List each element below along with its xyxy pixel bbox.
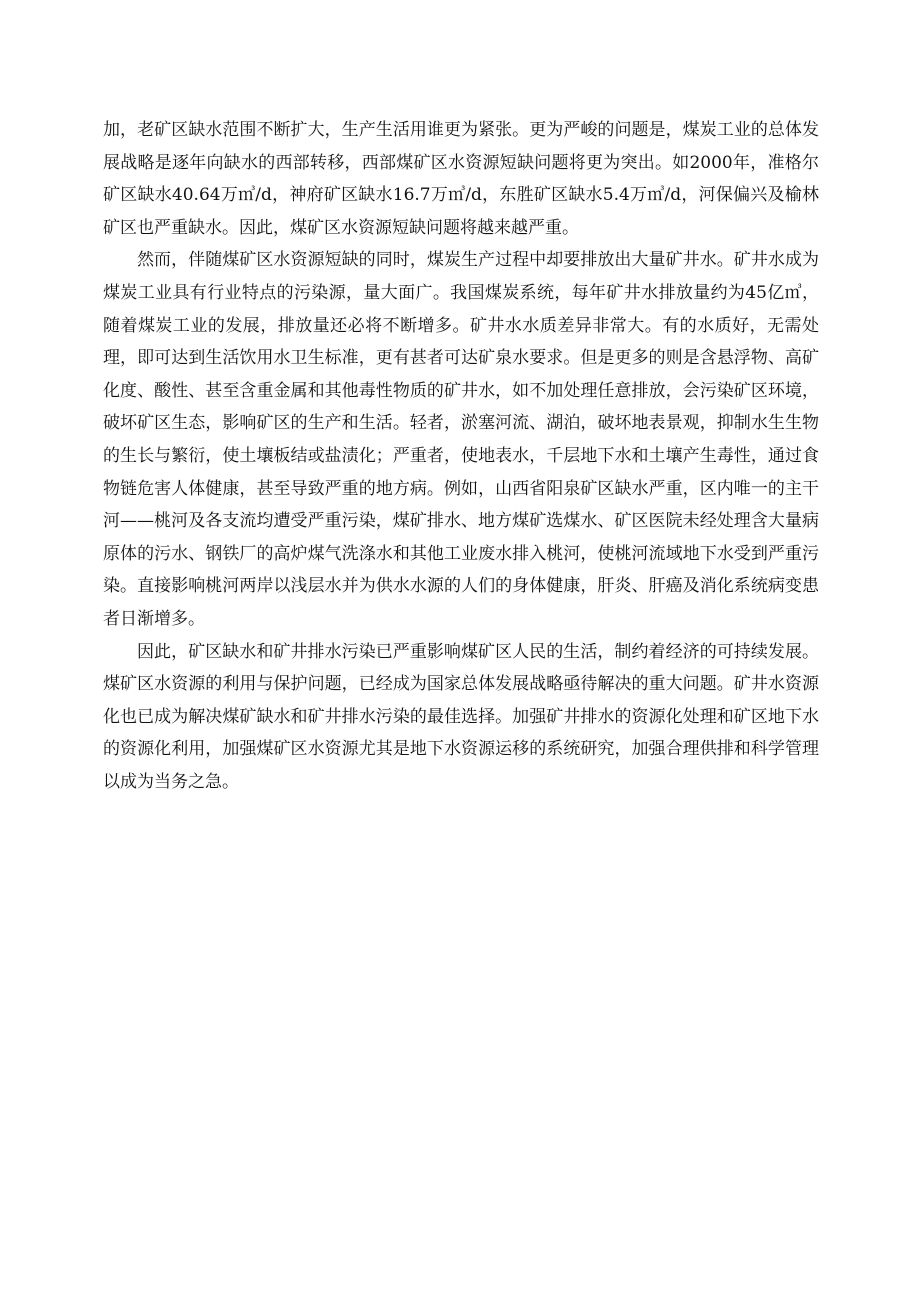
document-body — [103, 114, 819, 798]
paragraph-1: 加，老矿区缺水范围不断扩大，生产生活用谁更为紧张。更为严峻的问题是，煤炭工业的总体发展战略是逐年向缺水的西部转移，西部煤矿区水资源短缺问题将更为突出。如2000年，准格尔矿区缺水40.64万㎥/d，神府矿区缺水16.7万㎥/d，东胜矿区缺水5.4万㎥/d，河保偏兴及榆林矿区也严重缺水。因此，煤矿区水资源短缺问题将越来越严重。 — [103, 120, 819, 238]
paragraph-2: 然而，伴随煤矿区水资源短缺的同时，煤炭生产过程中却要排放出大量矿井水。矿井水成为煤炭工业具有行业特点的污染源，量大面广。我国煤炭系统，每年矿井水排放量约为45亿㎥，随着煤炭工业的发展，排放量还必将不断增多。矿井水水质差异非常大。有的水质好，无需处理，即可达到生活饮用水卫生标准，更有甚者可达矿泉水要求。但是更多的则是含悬浮物、高矿化度、酸性、甚至含重金属和其他毒性物质的矿井水，如不加处理任意排放，会污染矿区环境，破坏矿区生态，影响矿区的生产和生活。轻者，淤塞河流、湖泊，破坏地表景观，抑制水生生物的生长与繁衍，使土壤板结或盐渍化；严重者，使地表水，千层地下水和土壤产生毒性，通过食物链危害人体健康，甚至导致严重的地方病。例如，山西省阳泉矿区缺水严重，区内唯一的主干河——桃河及各支流均遭受严重污染，煤矿排水、地方煤矿选煤水、矿区医院未经处理含大量病原体的污水、钢铁厂的高炉煤气洗涤水和其他工业废水排入桃河，使桃河流域地下水受到严重污染。直接影响桃河两岸以浅层水并为供水水源的人们的身体健康，肝炎、肝癌及消化系统病变患者日渐增多。 — [103, 250, 819, 629]
paragraph-3: 因此，矿区缺水和矿井排水污染已严重影响煤矿区人民的生活，制约着经济的可持续发展。煤矿区水资源的利用与保护问题，已经成为国家总体发展战略亟待解决的重大问题。矿井水资源化也已成为解决煤矿缺水和矿井排水污染的最佳选择。加强矿井排水的资源化处理和矿区地下水的资源化利用，加强煤矿区水资源尤其是地下水资源运移的系统研究，加强合理供排和科学管理以成为当务之急。 — [103, 641, 819, 792]
